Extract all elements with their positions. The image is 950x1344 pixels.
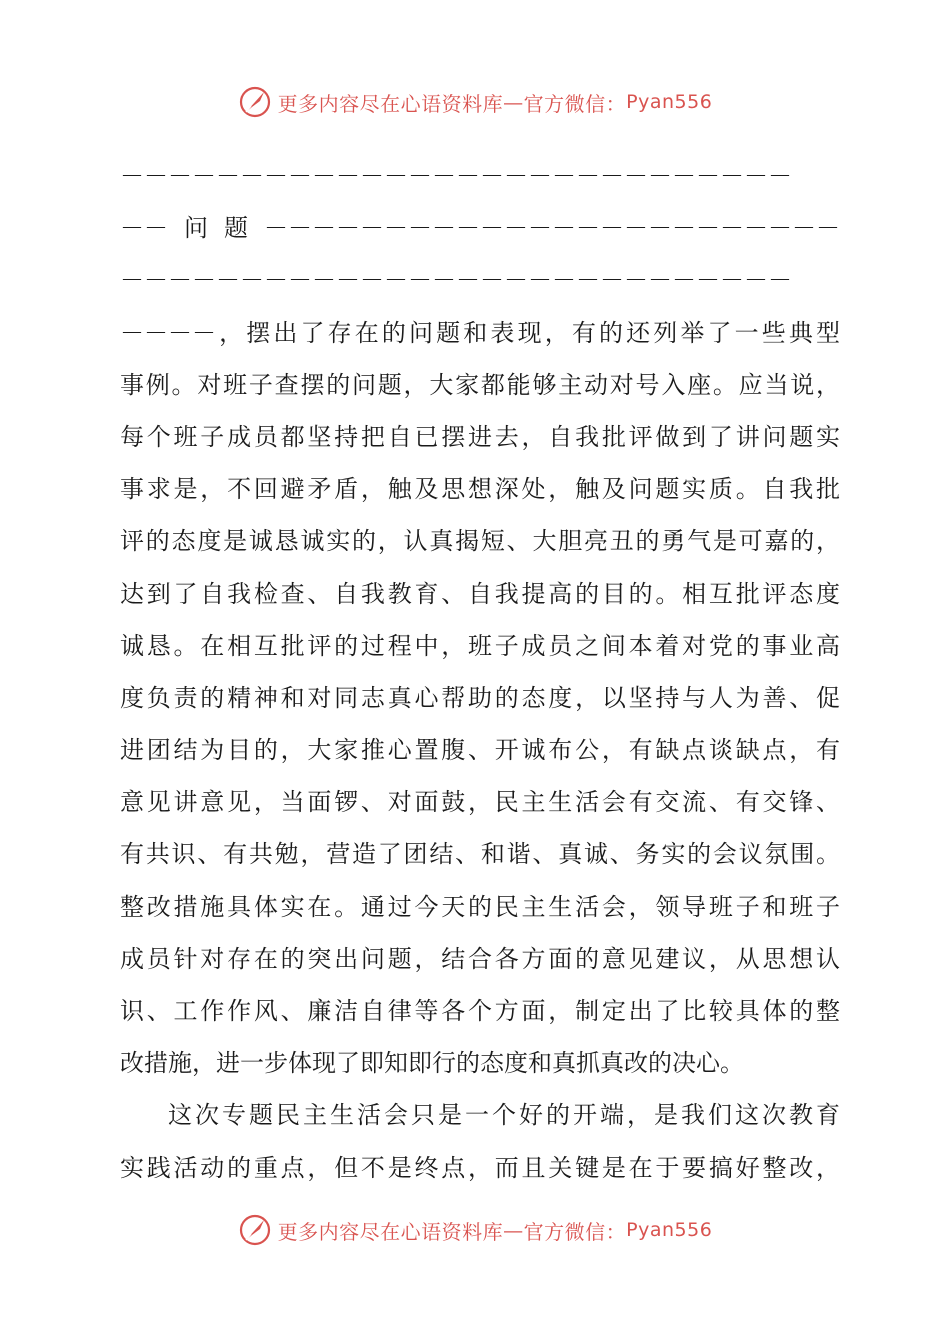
quill-pen-icon bbox=[238, 85, 272, 119]
document-body bbox=[120, 150, 840, 1194]
text-line: －－－－－－－－－－－－－－－－－－－－－－－－－－－－ bbox=[120, 266, 792, 295]
watermark-contact-id: Pyan556 bbox=[626, 91, 713, 113]
text-line: 度负责的精神和对同志真心帮助的态度，以坚持与人为善、促 bbox=[120, 683, 840, 712]
quill-pen-icon bbox=[238, 1213, 272, 1247]
watermark-contact-id: Pyan556 bbox=[626, 1219, 713, 1241]
text-line: 改措施，进一步体现了即知即行的态度和真抓真改的决心。 bbox=[120, 1049, 744, 1078]
text-line: 实践活动的重点，但不是终点，而且关键是在于要搞好整改， bbox=[120, 1153, 840, 1182]
text-line: 每个班子成员都坚持把自已摆进去，自我批评做到了讲问题实 bbox=[120, 422, 840, 451]
text-line: 整改措施具体实在。通过今天的民主生活会，领导班子和班子 bbox=[120, 892, 840, 921]
watermark-site-text: 更多内容尽在心语资料库 bbox=[277, 91, 504, 116]
text-line: 事求是，不回避矛盾，触及思想深处，触及问题实质。自我批 bbox=[120, 475, 840, 504]
header-watermark bbox=[0, 82, 950, 122]
watermark-dash: — bbox=[503, 90, 524, 114]
text-line: 成员针对存在的突出问题，结合各方面的意见建议，从思想认 bbox=[120, 944, 840, 973]
watermark-contact-label: 官方微信： bbox=[523, 1219, 627, 1244]
text-line: －－－－－－－－－－－－－－－－－－－－－－－－－－－－ bbox=[120, 162, 792, 190]
text-line: 识、工作作风、廉洁自律等各个方面，制定出了比较具体的整 bbox=[120, 997, 840, 1025]
watermark-site-text: 更多内容尽在心语资料库 bbox=[277, 1219, 504, 1244]
text-line: 评的态度是诚恳诚实的，认真揭短、大胆亮丑的勇气是可嘉的， bbox=[120, 527, 840, 556]
watermark-dash: — bbox=[503, 1218, 524, 1242]
text-line: －－－－，摆出了存在的问题和表现，有的还列举了一些典型 bbox=[120, 318, 840, 347]
text-line: 达到了自我检查、自我教育、自我提高的目的。相互批评态度 bbox=[120, 579, 840, 608]
paragraph-start-line: 这次专题民主生活会只是一个好的开端，是我们这次教育 bbox=[168, 1101, 840, 1130]
text-line: 事例。对班子查摆的问题，大家都能够主动对号入座。应当说， bbox=[120, 370, 840, 399]
watermark-contact-label: 官方微信： bbox=[523, 91, 627, 116]
text-line: 进团结为目的，大家推心置腹、开诚布公，有缺点谈缺点，有 bbox=[120, 736, 840, 765]
text-line: 诚恳。在相互批评的过程中，班子成员之间本着对党的事业高 bbox=[120, 631, 840, 660]
text-line: 意见讲意见，当面锣、对面鼓，民主生活会有交流、有交锋、 bbox=[120, 788, 840, 817]
footer-watermark bbox=[0, 1210, 950, 1250]
text-line: －－问题－－－－－－－－－－－－－－－－－－－－－－－－ bbox=[120, 214, 840, 243]
text-line: 有共识、有共勉，营造了团结、和谐、真诚、务实的会议氛围。 bbox=[120, 840, 840, 869]
